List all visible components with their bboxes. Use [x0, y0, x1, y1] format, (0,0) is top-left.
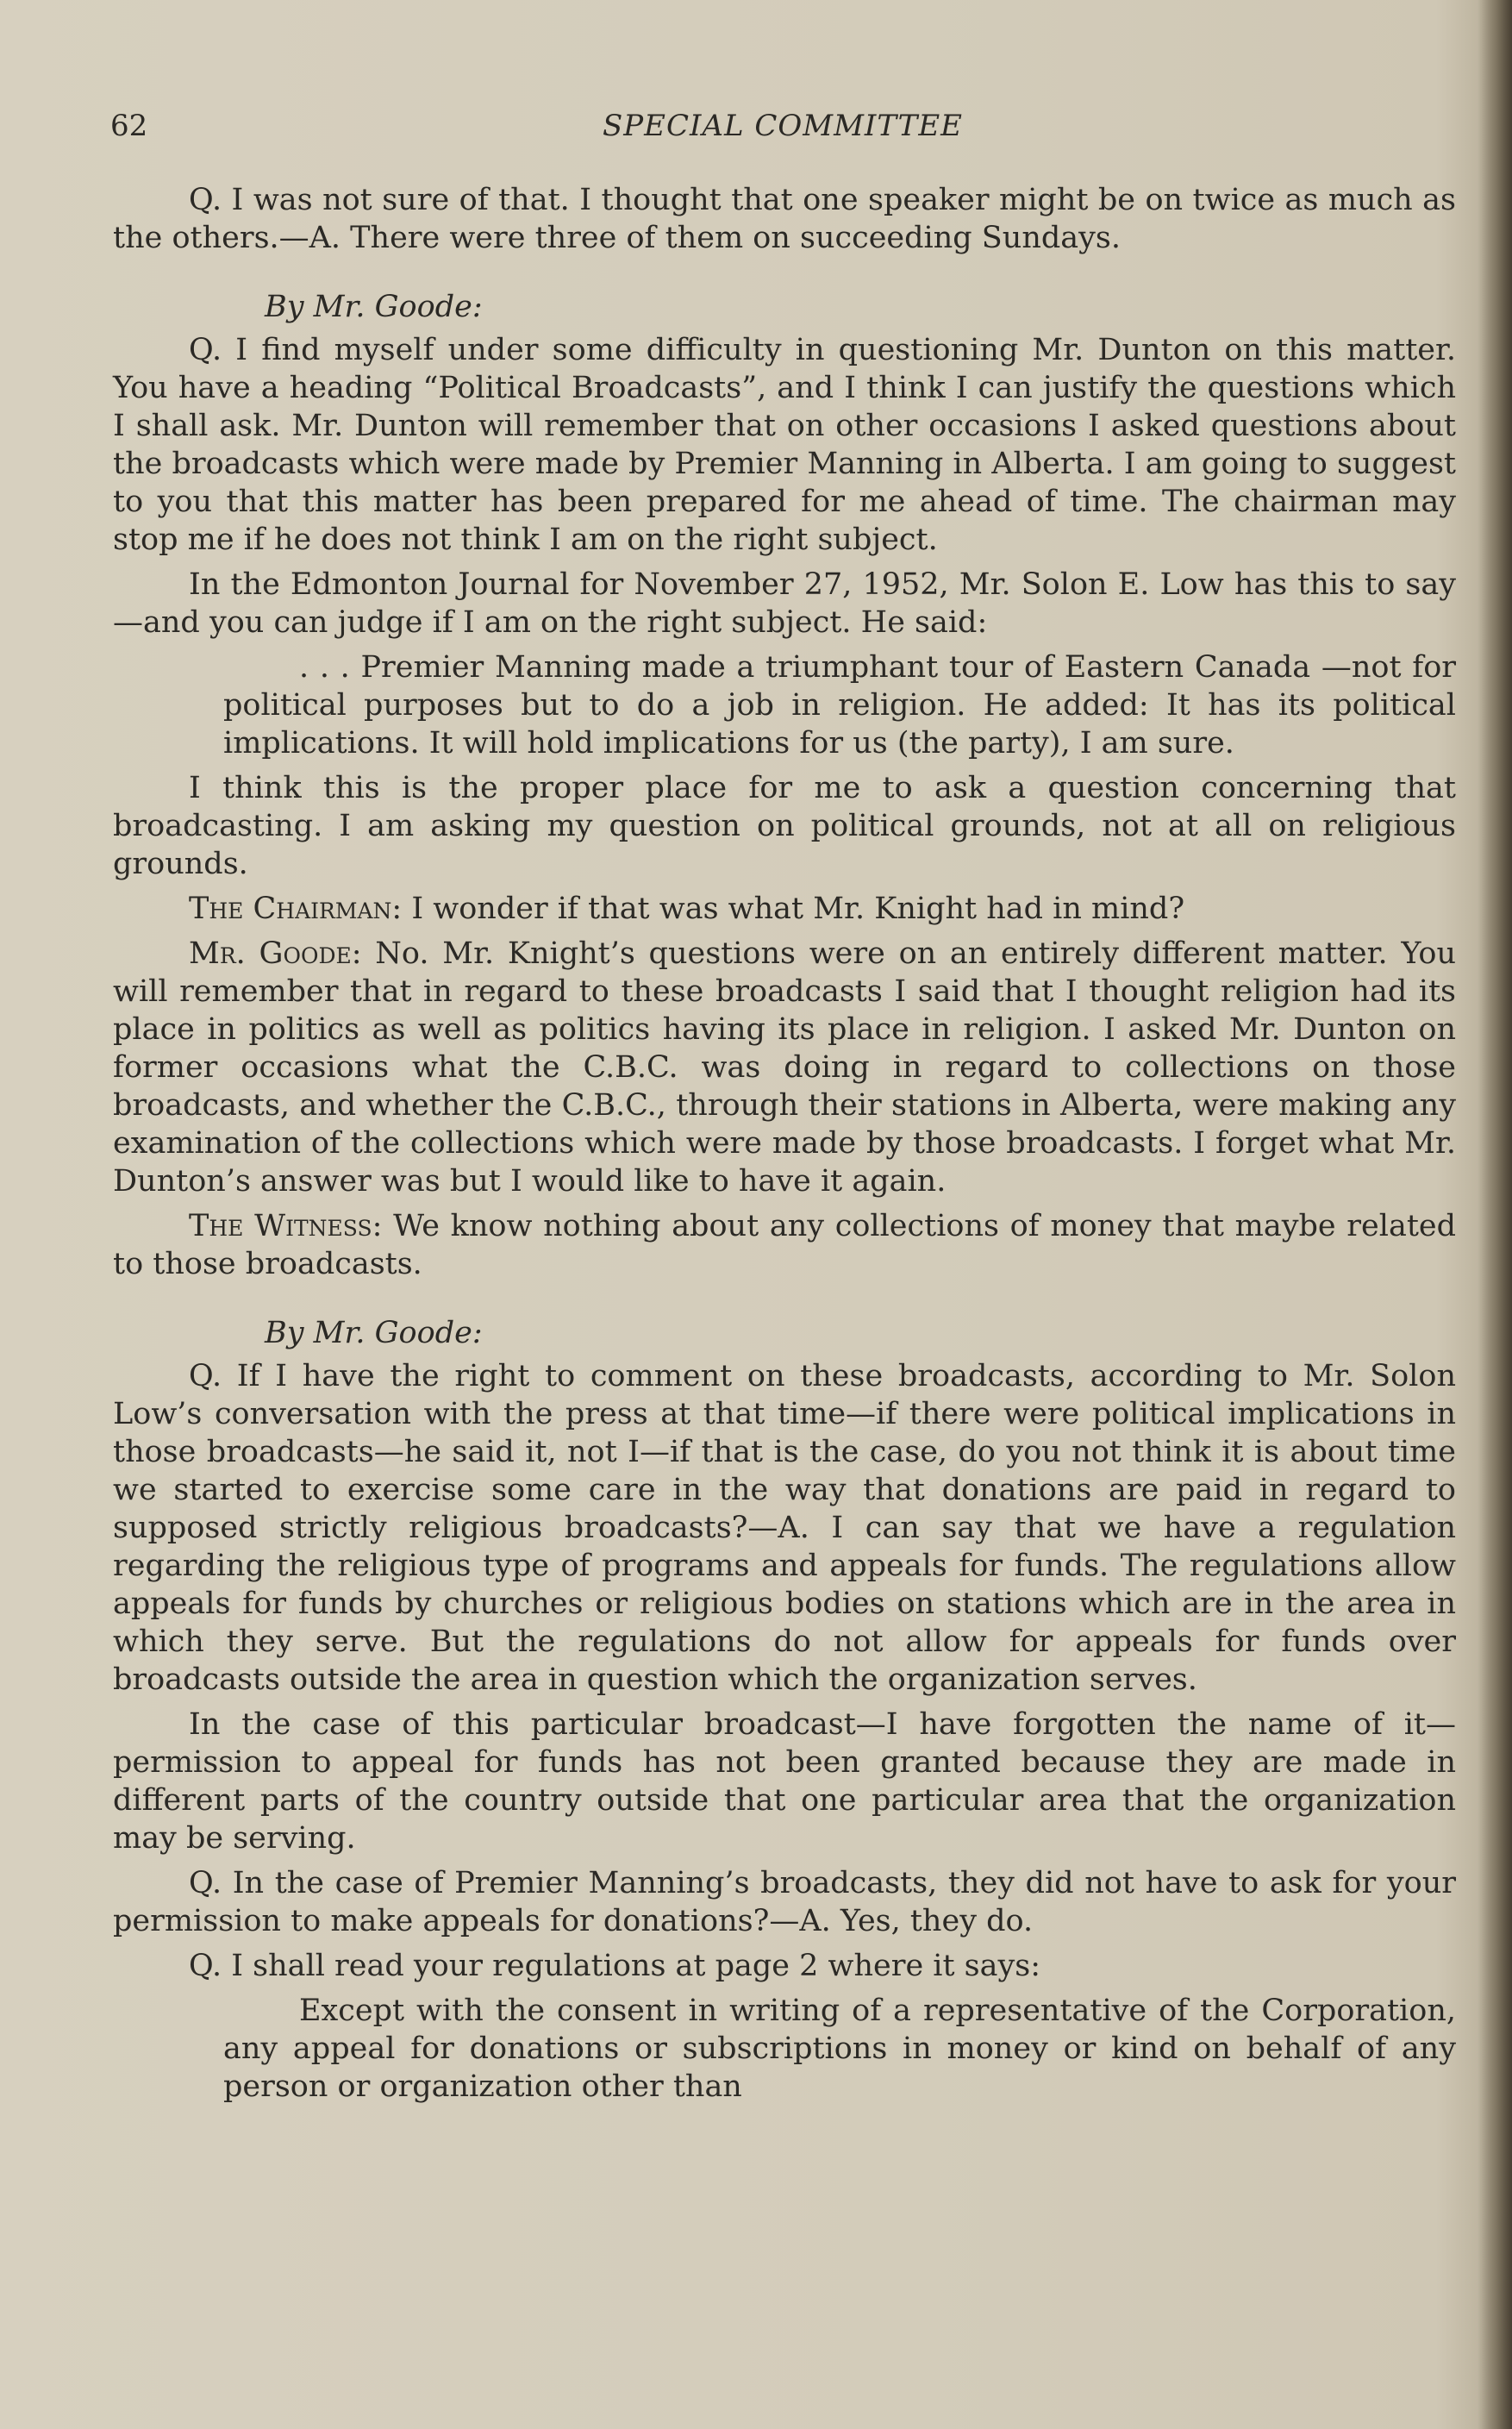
paragraph-9: In the case of this particular broadcast—I have forgotten the name of it—permission to appeal for funds has not been granted because they are made in different parts of the country outside that one particular area that the organization may be serving. [113, 1707, 1456, 1856]
page-number: 62 [110, 109, 148, 143]
block-quote-2-text: Except with the consent in writing of a representative of the Corporation, any appeal for donations or subscriptions in money or kind on behalf of any person or organization other than [223, 1994, 1456, 2104]
paragraph-7-text: We know nothing about any collections of money that maybe related to those broadcasts. [113, 1209, 1456, 1281]
running-head: SPECIAL COMMITTEE [603, 109, 963, 143]
paragraph-10: Q. In the case of Premier Manning’s broadcasts, they did not have to ask for your permission to make appeals for donations?—A. Yes, they do. [113, 1866, 1456, 1938]
binding-edge-shadow [1478, 0, 1512, 2429]
paragraph-6 [113, 935, 1456, 1200]
paragraph-11: Q. I shall read your regulations at page 2 where it says: [189, 1949, 1041, 1983]
paragraph-5 [113, 890, 1456, 928]
paragraph-8: Q. If I have the right to comment on these broadcasts, according to Mr. Solon Low’s conversation with the press at that time—if there were political implications in those broadcasts—he said it, not I—if that is the case, do you not think it is about time we started to exercise some care in the way that donations are paid in regard to supposed strictly religious broadcasts?—A. I can say that we have a regulation regarding the religious type of programs and appeals for funds. The regulations allow appeals for funds by churches or religious bodies on stations which are in the area in which they serve. But the regulations do not allow for appeals for funds over broadcasts outside the area in question which the organization serves. [113, 1359, 1456, 1697]
page-header [110, 103, 1455, 155]
paragraph-6-text: No. Mr. Knight’s questions were on an entirely different matter. You will remember that in regard to these broadcasts I said that I thought religion had its place in politics as well as politics having its place in religion. I asked Mr. Dunton on former occasions what the C.B.C. was doing in regard to collections on those broadcasts, and whether the C.B.C., through their stations in Alberta, were making any examination of the collections which were made by those broadcasts. I forget what Mr. Dunton’s answer was but I would like to have it again. [113, 936, 1456, 1199]
body-text [113, 181, 1456, 2113]
paragraph-1: Q. I was not sure of that. I thought that one speaker might be on twice as much as the others.—A. There were three of them on succeeding Sundays. [113, 183, 1456, 255]
block-quote-1-text: . . . Premier Manning made a triumphant tour of Eastern Canada —not for political purposes but to do a job in religion. He added: It has its political implications. It will hold implications for us (the party), I am sure. [223, 650, 1456, 761]
paragraph-3: In the Edmonton Journal for November 27, 1952, Mr. Solon E. Low has this to say—and you can judge if I am on the right subject. He said: [113, 567, 1456, 640]
examiner-heading-1: By Mr. Goode: [265, 290, 483, 324]
speaker-label-chairman: The Chairman: [189, 892, 403, 926]
block-quote-1 [223, 648, 1456, 762]
paragraph-5-text: I wonder if that was what Mr. Knight had in mind? [402, 892, 1185, 926]
paragraph-4: I think this is the proper place for me to ask a question concerning that broadcasting. I am asking my question on political grounds, not at all on religious grounds. [113, 771, 1456, 881]
speaker-label-goode: Mr. Goode: [189, 936, 362, 971]
block-quote-2 [223, 1992, 1456, 2106]
paragraph-2: Q. I find myself under some difficulty in questioning Mr. Dunton on this matter. You have a heading “Political Broadcasts”, and I think I can justify the questions which I shall ask. Mr. Dunton will remember that on other occasions I asked questions about the broadcasts which were made by Premier Manning in Alberta. I am going to suggest to you that this matter has been prepared for me ahead of time. The chairman may stop me if he does not think I am on the right subject. [113, 333, 1456, 557]
paragraph-7 [113, 1207, 1456, 1283]
speaker-label-witness: The Witness: [189, 1209, 383, 1243]
examiner-heading-2: By Mr. Goode: [265, 1316, 483, 1350]
